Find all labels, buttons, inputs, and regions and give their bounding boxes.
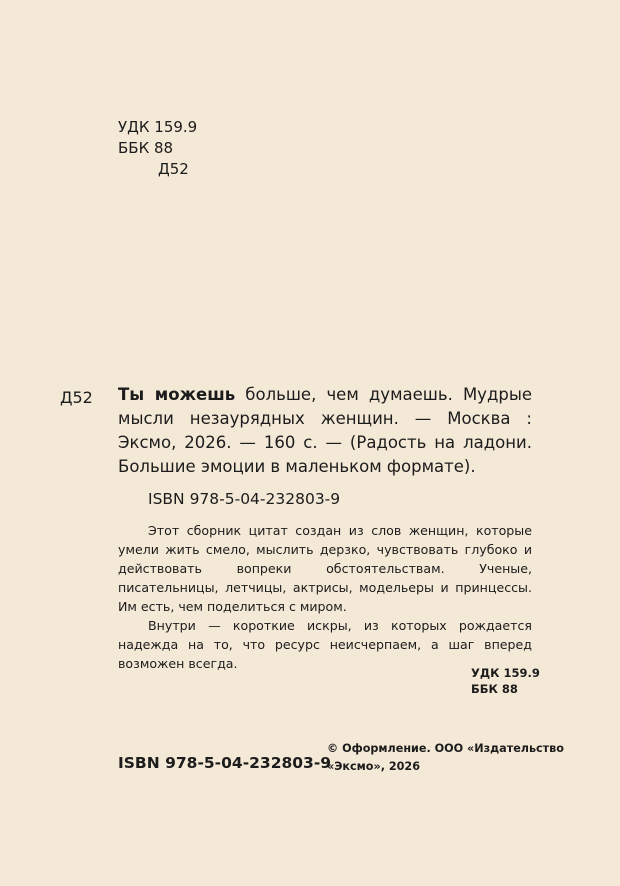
footer-udk: УДК 159.9 — [471, 666, 540, 680]
annotation-paragraph: Этот сборник цитат создан из слов женщин, которые умели жить смело, мыслить дерзко, чувствовать глубоко и действовать вопреки обстоятельствам. Ученые, писательницы, летчицы, актрисы, модельеры и принцессы. Им есть, чем поделиться с миром. — [118, 523, 532, 614]
classification-block — [118, 117, 197, 180]
isbn-bottom: ISBN 978-5-04-232803-9 — [118, 754, 332, 772]
author-mark: Д52 — [60, 388, 93, 407]
bibliographic-description: больше, чем думаешь. Мудрые мысли незаурядных женщин. — Москва : Эксмо, 2026. — 160 с. — (Радость на ладони. Большие эмоции в маленьком формате). — [118, 385, 533, 476]
udk-code: УДК 159.9 — [118, 118, 198, 136]
copyright-notice: © Оформление. ООО «Издательство «Эксмо», 2026 — [327, 742, 564, 773]
book-title: Ты можешь — [118, 385, 236, 404]
annotation — [118, 521, 532, 673]
annotation-paragraph: Внутри — короткие искры, из которых рождается надежда на то, что ресурс неисчерпаем, а шаг вперед возможен всегда. — [118, 618, 532, 671]
footer-codes — [471, 665, 540, 697]
isbn: ISBN 978-5-04-232803-9 — [148, 490, 341, 508]
bibliographic-entry — [118, 383, 532, 479]
bbk-code: ББК 88 — [118, 139, 174, 157]
author-mark-top: Д52 — [158, 160, 189, 178]
footer-bbk: ББК 88 — [471, 682, 518, 696]
